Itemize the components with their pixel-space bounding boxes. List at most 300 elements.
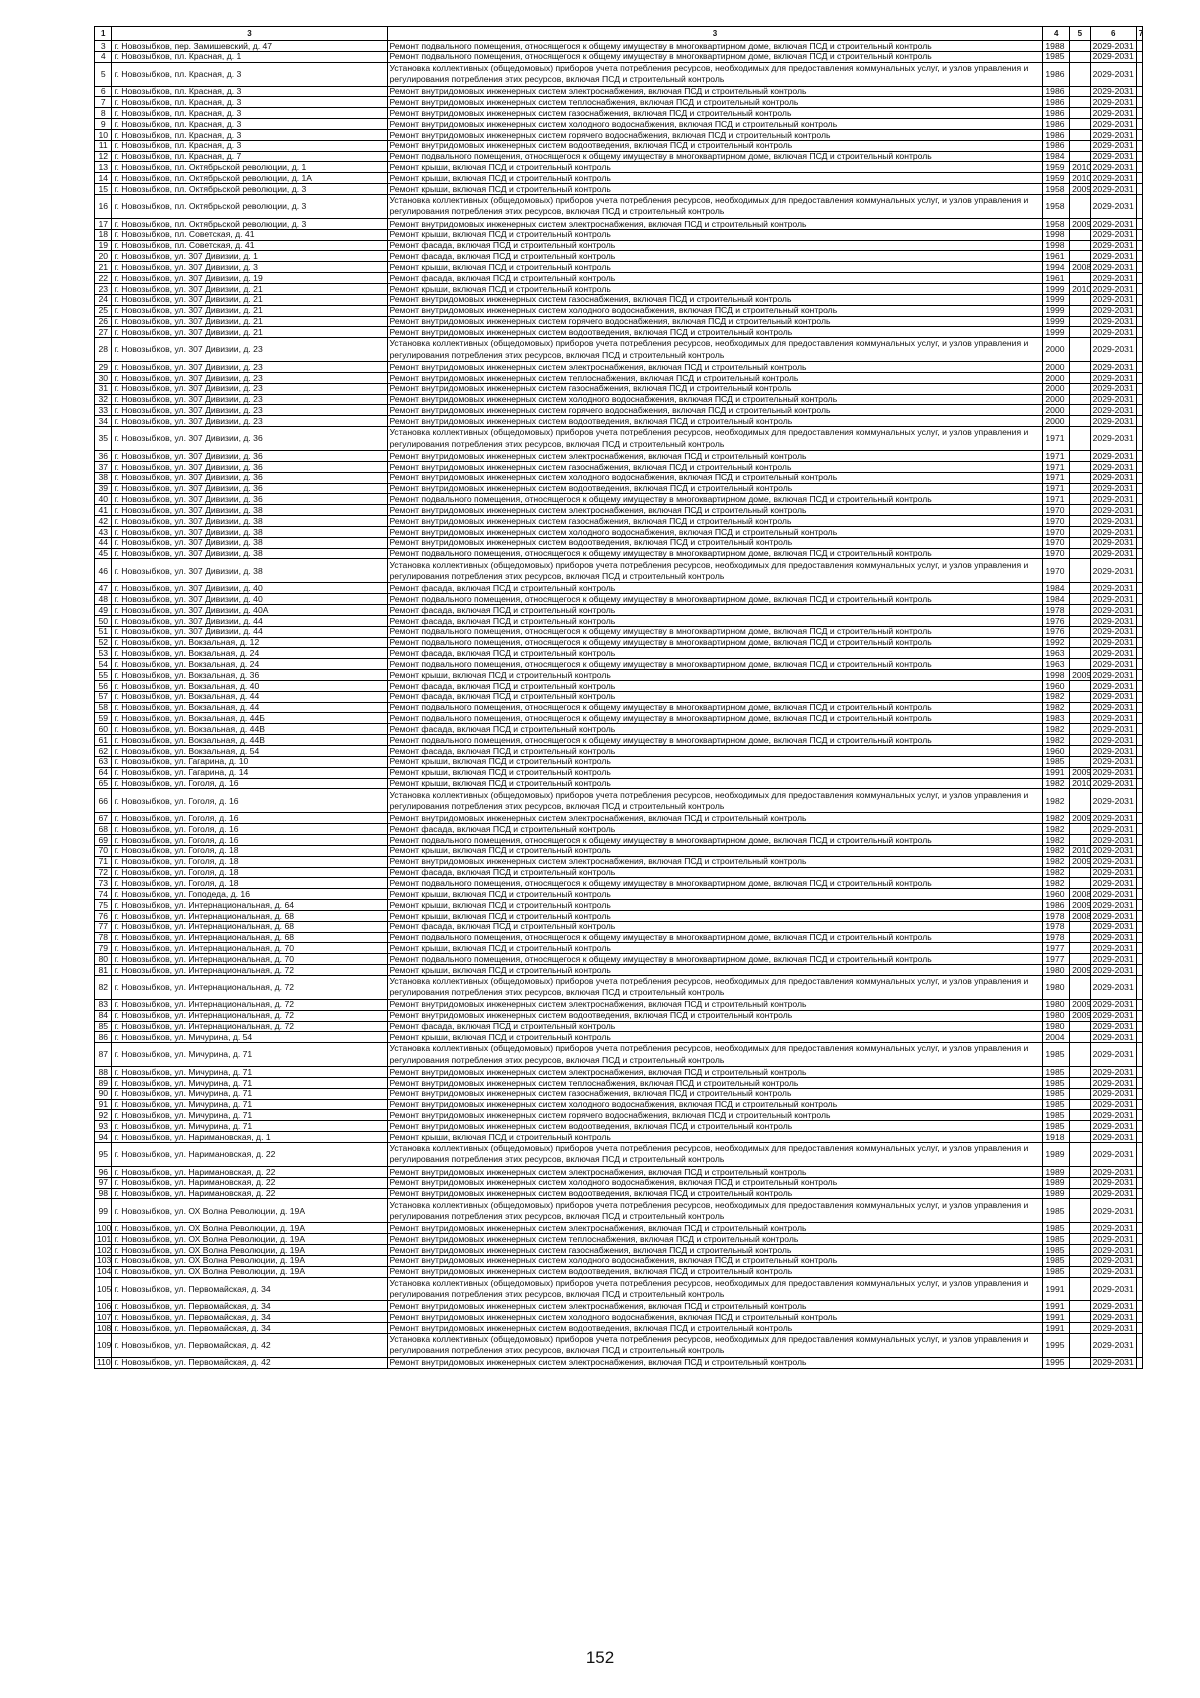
year-built-cell: 1961 [1043, 273, 1070, 284]
table-row [95, 1143, 1143, 1167]
row-number-cell: 19 [95, 240, 112, 251]
last-repair-year-cell [1070, 451, 1091, 462]
planned-period-cell: 2029-2031 [1090, 173, 1136, 184]
row-number-cell: 53 [95, 648, 112, 659]
last-repair-year-cell: 2009 [1070, 184, 1091, 195]
table-row [95, 1188, 1143, 1199]
work-type-cell: Ремонт подвального помещения, относящегося к общему имуществу в многоквартирном доме, включая ПСД и строительный контроль [387, 954, 1043, 965]
row-number-cell: 20 [95, 251, 112, 262]
year-built-cell: 1978 [1043, 605, 1070, 616]
last-repair-year-cell [1070, 724, 1091, 735]
last-repair-year-cell [1070, 461, 1091, 472]
address-cell: г. Новозыбков, ул. Гоголя, д. 16 [112, 813, 387, 824]
table-row [95, 637, 1143, 648]
work-type-cell: Ремонт внутридомовых инженерных систем электроснабжения, включая ПСД и строительный контроль [387, 1301, 1043, 1312]
empty-cell [1136, 900, 1142, 911]
address-cell: г. Новозыбков, ул. 307 Дивизии, д. 19 [112, 273, 387, 284]
planned-period-cell: 2029-2031 [1090, 1143, 1136, 1167]
table-row [95, 229, 1143, 240]
empty-cell [1136, 691, 1142, 702]
table-row [95, 51, 1143, 62]
row-number-cell: 5 [95, 62, 112, 86]
year-built-cell: 1985 [1043, 1121, 1070, 1132]
year-built-cell: 1986 [1043, 900, 1070, 911]
address-cell: г. Новозыбков, ул. 307 Дивизии, д. 38 [112, 559, 387, 583]
work-type-cell: Установка коллективных (общедомовых) приборов учета потребления ресурсов, необходимых для предоставления коммунальных услуг, и узлов управления и регулирования потребления этих ресурсов, включая ПСД и строительный контроль [387, 975, 1043, 999]
year-built-cell: 1978 [1043, 921, 1070, 932]
work-type-cell: Ремонт внутридомовых инженерных систем газоснабжения, включая ПСД и строительный контроль [387, 383, 1043, 394]
planned-period-cell: 2029-2031 [1090, 516, 1136, 527]
work-type-cell: Ремонт крыши, включая ПСД и строительный контроль [387, 162, 1043, 173]
empty-cell [1136, 451, 1142, 462]
last-repair-year-cell [1070, 615, 1091, 626]
empty-cell [1136, 1333, 1142, 1357]
planned-period-cell: 2029-2031 [1090, 548, 1136, 559]
work-type-cell: Ремонт фасада, включая ПСД и строительный контроль [387, 648, 1043, 659]
row-number-cell: 14 [95, 173, 112, 184]
empty-cell [1136, 867, 1142, 878]
empty-cell [1136, 778, 1142, 789]
last-repair-year-cell [1070, 240, 1091, 251]
planned-period-cell: 2029-2031 [1090, 1199, 1136, 1223]
work-type-cell: Ремонт подвального помещения, относящегося к общему имуществу в многоквартирном доме, включая ПСД и строительный контроль [387, 834, 1043, 845]
work-type-cell: Ремонт подвального помещения, относящегося к общему имуществу в многоквартирном доме, включая ПСД и строительный контроль [387, 713, 1043, 724]
planned-period-cell: 2029-2031 [1090, 184, 1136, 195]
table-body [95, 41, 1143, 1369]
work-type-cell: Ремонт внутридомовых инженерных систем водоотведения, включая ПСД и строительный контроль [387, 537, 1043, 548]
address-cell: г. Новозыбков, ул. Вокзальная, д. 36 [112, 670, 387, 681]
table-row [95, 659, 1143, 670]
row-number-cell: 72 [95, 867, 112, 878]
work-type-cell: Ремонт внутридомовых инженерных систем газоснабжения, включая ПСД и строительный контроль [387, 1088, 1043, 1099]
table-row [95, 943, 1143, 954]
work-type-cell: Ремонт крыши, включая ПСД и строительный контроль [387, 965, 1043, 976]
year-built-cell: 1980 [1043, 999, 1070, 1010]
work-type-cell: Ремонт внутридомовых инженерных систем водоотведения, включая ПСД и строительный контроль [387, 1188, 1043, 1199]
work-type-cell: Ремонт подвального помещения, относящегося к общему имуществу в многоквартирном доме, включая ПСД и строительный контроль [387, 878, 1043, 889]
last-repair-year-cell [1070, 251, 1091, 262]
table-row [95, 900, 1143, 911]
row-number-cell: 38 [95, 472, 112, 483]
work-type-cell: Ремонт внутридомовых инженерных систем холодного водоснабжения, включая ПСД и строительный контроль [387, 526, 1043, 537]
empty-cell [1136, 1312, 1142, 1323]
work-type-cell: Ремонт фасада, включая ПСД и строительный контроль [387, 273, 1043, 284]
row-number-cell: 106 [95, 1301, 112, 1312]
table-row [95, 394, 1143, 405]
planned-period-cell: 2029-2031 [1090, 1333, 1136, 1357]
year-built-cell: 1989 [1043, 1177, 1070, 1188]
planned-period-cell: 2029-2031 [1090, 526, 1136, 537]
work-type-cell: Ремонт фасада, включая ПСД и строительный контроль [387, 615, 1043, 626]
last-repair-year-cell [1070, 526, 1091, 537]
row-number-cell: 110 [95, 1357, 112, 1368]
last-repair-year-cell: 2009 [1070, 900, 1091, 911]
last-repair-year-cell [1070, 1143, 1091, 1167]
work-type-cell: Установка коллективных (общедомовых) приборов учета потребления ресурсов, необходимых для предоставления коммунальных услуг, и узлов управления и регулирования потребления этих ресурсов, включая ПСД и строительный контроль [387, 338, 1043, 362]
address-cell: г. Новозыбков, ул. 307 Дивизии, д. 36 [112, 494, 387, 505]
table-row [95, 910, 1143, 921]
empty-cell [1136, 921, 1142, 932]
empty-cell [1136, 383, 1142, 394]
year-built-cell: 2004 [1043, 1032, 1070, 1043]
empty-cell [1136, 140, 1142, 151]
year-built-cell: 2000 [1043, 383, 1070, 394]
empty-cell [1136, 1177, 1142, 1188]
year-built-cell: 1980 [1043, 975, 1070, 999]
year-built-cell: 1970 [1043, 548, 1070, 559]
empty-cell [1136, 559, 1142, 583]
empty-cell [1136, 1121, 1142, 1132]
last-repair-year-cell: 2010 [1070, 845, 1091, 856]
empty-cell [1136, 1234, 1142, 1245]
last-repair-year-cell [1070, 691, 1091, 702]
year-built-cell: 1998 [1043, 240, 1070, 251]
table-row [95, 1166, 1143, 1177]
row-number-cell: 88 [95, 1067, 112, 1078]
row-number-cell: 39 [95, 483, 112, 494]
last-repair-year-cell [1070, 129, 1091, 140]
last-repair-year-cell: 2009 [1070, 670, 1091, 681]
work-type-cell: Ремонт внутридомовых инженерных систем теплоснабжения, включая ПСД и строительный контроль [387, 1077, 1043, 1088]
empty-cell [1136, 702, 1142, 713]
planned-period-cell: 2029-2031 [1090, 975, 1136, 999]
row-number-cell: 21 [95, 262, 112, 273]
table-row [95, 1333, 1143, 1357]
planned-period-cell: 2029-2031 [1090, 505, 1136, 516]
row-number-cell: 66 [95, 789, 112, 813]
address-cell: г. Новозыбков, ул. Вокзальная, д. 44В [112, 735, 387, 746]
year-built-cell: 1978 [1043, 910, 1070, 921]
planned-period-cell: 2029-2031 [1090, 867, 1136, 878]
table-row [95, 195, 1143, 219]
address-cell: г. Новозыбков, ул. Первомайская, д. 42 [112, 1333, 387, 1357]
year-built-cell: 1988 [1043, 41, 1070, 52]
last-repair-year-cell [1070, 62, 1091, 86]
table-row [95, 1067, 1143, 1078]
empty-cell [1136, 294, 1142, 305]
address-cell: г. Новозыбков, ул. Вокзальная, д. 44В [112, 724, 387, 735]
empty-cell [1136, 151, 1142, 162]
table-row [95, 1245, 1143, 1256]
work-type-cell: Ремонт фасада, включая ПСД и строительный контроль [387, 824, 1043, 835]
row-number-cell: 35 [95, 427, 112, 451]
row-number-cell: 46 [95, 559, 112, 583]
year-built-cell: 1985 [1043, 1099, 1070, 1110]
planned-period-cell: 2029-2031 [1090, 648, 1136, 659]
planned-period-cell: 2029-2031 [1090, 702, 1136, 713]
row-number-cell: 61 [95, 735, 112, 746]
row-number-cell: 74 [95, 889, 112, 900]
empty-cell [1136, 975, 1142, 999]
table-row [95, 559, 1143, 583]
row-number-cell: 30 [95, 372, 112, 383]
last-repair-year-cell [1070, 713, 1091, 724]
planned-period-cell: 2029-2031 [1090, 1255, 1136, 1266]
address-cell: г. Новозыбков, ул. 307 Дивизии, д. 21 [112, 327, 387, 338]
row-number-cell: 57 [95, 691, 112, 702]
empty-cell [1136, 1067, 1142, 1078]
last-repair-year-cell [1070, 1067, 1091, 1078]
table-row [95, 548, 1143, 559]
empty-cell [1136, 472, 1142, 483]
work-type-cell: Ремонт внутридомовых инженерных систем водоотведения, включая ПСД и строительный контроль [387, 1121, 1043, 1132]
row-number-cell: 9 [95, 119, 112, 130]
last-repair-year-cell [1070, 659, 1091, 670]
address-cell: г. Новозыбков, ул. Вокзальная, д. 12 [112, 637, 387, 648]
planned-period-cell: 2029-2031 [1090, 878, 1136, 889]
empty-cell [1136, 548, 1142, 559]
year-built-cell: 1985 [1043, 1245, 1070, 1256]
row-number-cell: 101 [95, 1234, 112, 1245]
row-number-cell: 44 [95, 537, 112, 548]
last-repair-year-cell [1070, 605, 1091, 616]
planned-period-cell: 2029-2031 [1090, 108, 1136, 119]
planned-period-cell: 2029-2031 [1090, 954, 1136, 965]
year-built-cell: 1989 [1043, 1166, 1070, 1177]
year-built-cell: 1982 [1043, 702, 1070, 713]
year-built-cell: 1982 [1043, 878, 1070, 889]
work-type-cell: Ремонт внутридомовых инженерных систем водоотведения, включая ПСД и строительный контроль [387, 1266, 1043, 1277]
table-row [95, 526, 1143, 537]
year-built-cell: 1970 [1043, 559, 1070, 583]
planned-period-cell: 2029-2031 [1090, 691, 1136, 702]
year-built-cell: 1971 [1043, 451, 1070, 462]
year-built-cell: 1985 [1043, 1199, 1070, 1223]
empty-cell [1136, 789, 1142, 813]
row-number-cell: 51 [95, 626, 112, 637]
work-type-cell: Ремонт подвального помещения, относящегося к общему имуществу в многоквартирном доме, включая ПСД и строительный контроль [387, 494, 1043, 505]
row-number-cell: 83 [95, 999, 112, 1010]
last-repair-year-cell [1070, 362, 1091, 373]
row-number-cell: 3 [95, 41, 112, 52]
row-number-cell: 95 [95, 1143, 112, 1167]
address-cell: г. Новозыбков, ул. Гоголя, д. 16 [112, 789, 387, 813]
last-repair-year-cell [1070, 648, 1091, 659]
last-repair-year-cell [1070, 1110, 1091, 1121]
year-built-cell: 1985 [1043, 51, 1070, 62]
row-number-cell: 41 [95, 505, 112, 516]
work-type-cell: Ремонт крыши, включая ПСД и строительный контроль [387, 778, 1043, 789]
last-repair-year-cell [1070, 472, 1091, 483]
empty-cell [1136, 494, 1142, 505]
planned-period-cell: 2029-2031 [1090, 746, 1136, 757]
address-cell: г. Новозыбков, ул. 307 Дивизии, д. 36 [112, 451, 387, 462]
row-number-cell: 59 [95, 713, 112, 724]
work-type-cell: Ремонт внутридомовых инженерных систем электроснабжения, включая ПСД и строительный контроль [387, 218, 1043, 229]
address-cell: г. Новозыбков, ул. Первомайская, д. 34 [112, 1312, 387, 1323]
row-number-cell: 89 [95, 1077, 112, 1088]
address-cell: г. Новозыбков, ул. Наримановская, д. 1 [112, 1132, 387, 1143]
row-number-cell: 58 [95, 702, 112, 713]
year-built-cell: 1958 [1043, 184, 1070, 195]
table-row [95, 965, 1143, 976]
year-built-cell: 1982 [1043, 845, 1070, 856]
year-built-cell: 1991 [1043, 767, 1070, 778]
row-number-cell: 109 [95, 1333, 112, 1357]
work-type-cell: Ремонт крыши, включая ПСД и строительный контроль [387, 845, 1043, 856]
address-cell: г. Новозыбков, ул. 307 Дивизии, д. 38 [112, 548, 387, 559]
empty-cell [1136, 218, 1142, 229]
planned-period-cell: 2029-2031 [1090, 559, 1136, 583]
table-row [95, 505, 1143, 516]
last-repair-year-cell [1070, 1223, 1091, 1234]
work-type-cell: Ремонт внутридомовых инженерных систем электроснабжения, включая ПСД и строительный контроль [387, 1067, 1043, 1078]
table-row [95, 218, 1143, 229]
table-row [95, 129, 1143, 140]
planned-period-cell: 2029-2031 [1090, 494, 1136, 505]
empty-cell [1136, 505, 1142, 516]
row-number-cell: 52 [95, 637, 112, 648]
work-type-cell: Ремонт подвального помещения, относящегося к общему имуществу в многоквартирном доме, включая ПСД и строительный контроль [387, 637, 1043, 648]
work-type-cell: Ремонт внутридомовых инженерных систем водоотведения, включая ПСД и строительный контроль [387, 416, 1043, 427]
last-repair-year-cell [1070, 680, 1091, 691]
last-repair-year-cell [1070, 1032, 1091, 1043]
empty-cell [1136, 516, 1142, 527]
last-repair-year-cell [1070, 372, 1091, 383]
page-number: 152 [585, 1648, 615, 1667]
empty-cell [1136, 1088, 1142, 1099]
empty-cell [1136, 824, 1142, 835]
planned-period-cell: 2029-2031 [1090, 86, 1136, 97]
year-built-cell: 1995 [1043, 1357, 1070, 1368]
address-cell: г. Новозыбков, пл. Октябрьской революции, д. 3 [112, 218, 387, 229]
row-number-cell: 18 [95, 229, 112, 240]
last-repair-year-cell [1070, 1088, 1091, 1099]
row-number-cell: 24 [95, 294, 112, 305]
year-built-cell: 1986 [1043, 86, 1070, 97]
planned-period-cell: 2029-2031 [1090, 51, 1136, 62]
year-built-cell: 1985 [1043, 1255, 1070, 1266]
last-repair-year-cell [1070, 394, 1091, 405]
row-number-cell: 100 [95, 1223, 112, 1234]
empty-cell [1136, 1199, 1142, 1223]
work-type-cell: Ремонт внутридомовых инженерных систем водоотведения, включая ПСД и строительный контроль [387, 1010, 1043, 1021]
year-built-cell: 2000 [1043, 405, 1070, 416]
year-built-cell: 1999 [1043, 294, 1070, 305]
table-row [95, 173, 1143, 184]
table-row [95, 713, 1143, 724]
row-number-cell: 84 [95, 1010, 112, 1021]
planned-period-cell: 2029-2031 [1090, 1132, 1136, 1143]
empty-cell [1136, 746, 1142, 757]
address-cell: г. Новозыбков, ул. 307 Дивизии, д. 38 [112, 537, 387, 548]
year-built-cell: 1982 [1043, 789, 1070, 813]
planned-period-cell: 2029-2031 [1090, 735, 1136, 746]
planned-period-cell: 2029-2031 [1090, 626, 1136, 637]
row-number-cell: 68 [95, 824, 112, 835]
table-row [95, 416, 1143, 427]
row-number-cell: 33 [95, 405, 112, 416]
address-cell: г. Новозыбков, пл. Красная, д. 3 [112, 140, 387, 151]
planned-period-cell: 2029-2031 [1090, 900, 1136, 911]
table-row [95, 594, 1143, 605]
planned-period-cell: 2029-2031 [1090, 372, 1136, 383]
empty-cell [1136, 362, 1142, 373]
year-built-cell: 1982 [1043, 867, 1070, 878]
work-type-cell: Ремонт подвального помещения, относящегося к общему имуществу в многоквартирном доме, включая ПСД и строительный контроль [387, 594, 1043, 605]
row-number-cell: 10 [95, 129, 112, 140]
work-type-cell: Ремонт внутридомовых инженерных систем электроснабжения, включая ПСД и строительный контроль [387, 86, 1043, 97]
row-number-cell: 56 [95, 680, 112, 691]
empty-cell [1136, 86, 1142, 97]
planned-period-cell: 2029-2031 [1090, 1245, 1136, 1256]
row-number-cell: 78 [95, 932, 112, 943]
table-row [95, 626, 1143, 637]
row-number-cell: 50 [95, 615, 112, 626]
table-row [95, 362, 1143, 373]
last-repair-year-cell [1070, 637, 1091, 648]
header-col-5: 5 [1070, 27, 1091, 41]
address-cell: г. Новозыбков, ул. Наримановская, д. 22 [112, 1143, 387, 1167]
row-number-cell: 55 [95, 670, 112, 681]
table-header-row [95, 27, 1143, 41]
year-built-cell: 1985 [1043, 1223, 1070, 1234]
last-repair-year-cell: 2009 [1070, 856, 1091, 867]
table-row [95, 86, 1143, 97]
table-row [95, 1357, 1143, 1368]
work-type-cell: Ремонт крыши, включая ПСД и строительный контроль [387, 900, 1043, 911]
address-cell: г. Новозыбков, пл. Красная, д. 1 [112, 51, 387, 62]
table-row [95, 1234, 1143, 1245]
work-type-cell: Ремонт внутридомовых инженерных систем водоотведения, включая ПСД и строительный контроль [387, 483, 1043, 494]
address-cell: г. Новозыбков, пл. Красная, д. 3 [112, 86, 387, 97]
empty-cell [1136, 1245, 1142, 1256]
table-row [95, 483, 1143, 494]
work-type-cell: Ремонт крыши, включая ПСД и строительный контроль [387, 283, 1043, 294]
address-cell: г. Новозыбков, ул. 307 Дивизии, д. 44 [112, 615, 387, 626]
last-repair-year-cell [1070, 702, 1091, 713]
row-number-cell: 25 [95, 305, 112, 316]
row-number-cell: 87 [95, 1043, 112, 1067]
row-number-cell: 36 [95, 451, 112, 462]
table-row [95, 62, 1143, 86]
work-type-cell: Ремонт крыши, включая ПСД и строительный контроль [387, 889, 1043, 900]
year-built-cell: 1977 [1043, 954, 1070, 965]
work-type-cell: Ремонт внутридомовых инженерных систем электроснабжения, включая ПСД и строительный контроль [387, 1166, 1043, 1177]
year-built-cell: 1982 [1043, 724, 1070, 735]
year-built-cell: 1986 [1043, 108, 1070, 119]
empty-cell [1136, 1166, 1142, 1177]
table-row [95, 1032, 1143, 1043]
last-repair-year-cell [1070, 483, 1091, 494]
planned-period-cell: 2029-2031 [1090, 97, 1136, 108]
work-type-cell: Ремонт внутридомовых инженерных систем холодного водоснабжения, включая ПСД и строительный контроль [387, 1099, 1043, 1110]
planned-period-cell: 2029-2031 [1090, 262, 1136, 273]
planned-period-cell: 2029-2031 [1090, 273, 1136, 284]
empty-cell [1136, 1010, 1142, 1021]
year-built-cell: 1985 [1043, 1067, 1070, 1078]
planned-period-cell: 2029-2031 [1090, 1077, 1136, 1088]
row-number-cell: 43 [95, 526, 112, 537]
year-built-cell: 1985 [1043, 1234, 1070, 1245]
planned-period-cell: 2029-2031 [1090, 824, 1136, 835]
last-repair-year-cell [1070, 1021, 1091, 1032]
empty-cell [1136, 229, 1142, 240]
table-row [95, 954, 1143, 965]
address-cell: г. Новозыбков, ул. ОХ Волна Революции, д. 19А [112, 1199, 387, 1223]
empty-cell [1136, 1188, 1142, 1199]
last-repair-year-cell [1070, 921, 1091, 932]
year-built-cell: 1959 [1043, 173, 1070, 184]
address-cell: г. Новозыбков, пл. Октябрьской революции, д. 1А [112, 173, 387, 184]
row-number-cell: 67 [95, 813, 112, 824]
table-row [95, 767, 1143, 778]
table-row [95, 1121, 1143, 1132]
last-repair-year-cell [1070, 294, 1091, 305]
address-cell: г. Новозыбков, ул. 307 Дивизии, д. 36 [112, 483, 387, 494]
empty-cell [1136, 615, 1142, 626]
year-built-cell: 1970 [1043, 537, 1070, 548]
